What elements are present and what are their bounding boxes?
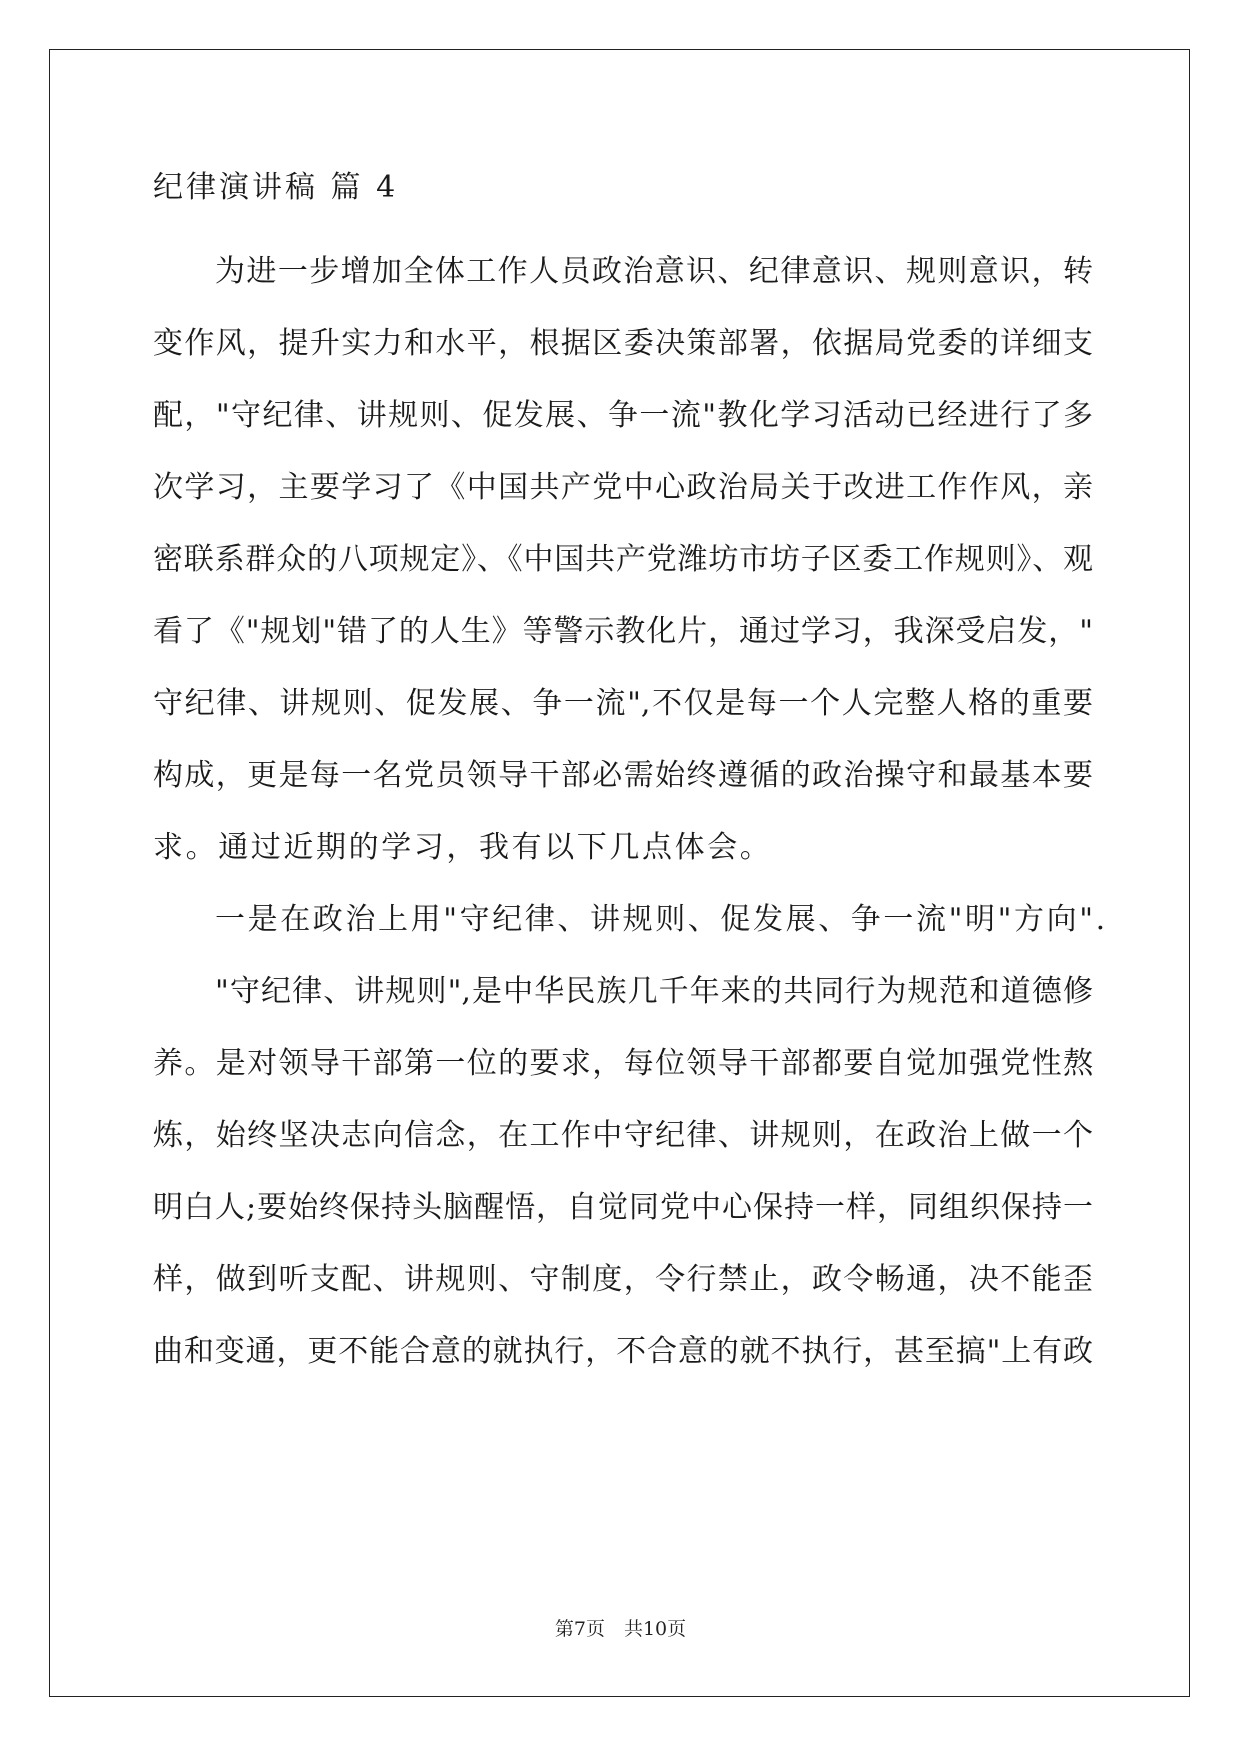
document-title: 纪律演讲稿 篇 4 (153, 170, 399, 205)
paragraph-line: 一是在政治上用"守纪律、讲规则、促发展、争一流"明"方向". (215, 902, 1108, 937)
paragraph-line: 养。是对领导干部第一位的要求，每位领导干部都要自觉加强党性熬 (153, 1046, 1093, 1081)
paragraph-line: 曲和变通，更不能合意的就执行，不合意的就不执行，甚至搞"上有政 (153, 1334, 1093, 1369)
paragraph-line: "守纪律、讲规则",是中华民族几千年来的共同行为规范和道德修 (215, 974, 1093, 1009)
document-body (153, 252, 1108, 1404)
paragraph-line: 配，"守纪律、讲规则、促发展、争一流"教化学习活动已经进行了多 (153, 398, 1093, 433)
paragraph-line: 求。通过近期的学习，我有以下几点体会。 (153, 830, 773, 865)
paragraph-line: 看了《"规划"错了的人生》等警示教化片，通过学习，我深受启发，" (153, 614, 1093, 649)
paragraph-line: 为进一步增加全体工作人员政治意识、纪律意识、规则意识，转 (215, 254, 1093, 289)
paragraph-line: 次学习，主要学习了《中国共产党中心政治局关于改进工作作风，亲 (153, 470, 1093, 505)
paragraph-line: 守纪律、讲规则、促发展、争一流",不仅是每一个人完整人格的重要 (153, 686, 1093, 721)
page-number: 第7页 共10页 (554, 1618, 687, 1640)
paragraph-line: 变作风，提升实力和水平，根据区委决策部署，依据局党委的详细支 (153, 326, 1093, 361)
paragraph-line: 炼，始终坚决志向信念，在工作中守纪律、讲规则，在政治上做一个 (153, 1118, 1093, 1153)
paragraph-line: 密联系群众的八项规定》、《中国共产党潍坊市坊子区委工作规则》、观 (153, 542, 1093, 577)
paragraph-line: 构成，更是每一名党员领导干部必需始终遵循的政治操守和最基本要 (153, 758, 1093, 793)
paragraph-line: 明白人;要始终保持头脑醒悟，自觉同党中心保持一样，同组织保持一 (153, 1190, 1093, 1225)
paragraph-line: 样，做到听支配、讲规则、守制度，令行禁止，政令畅通，决不能歪 (153, 1262, 1093, 1297)
